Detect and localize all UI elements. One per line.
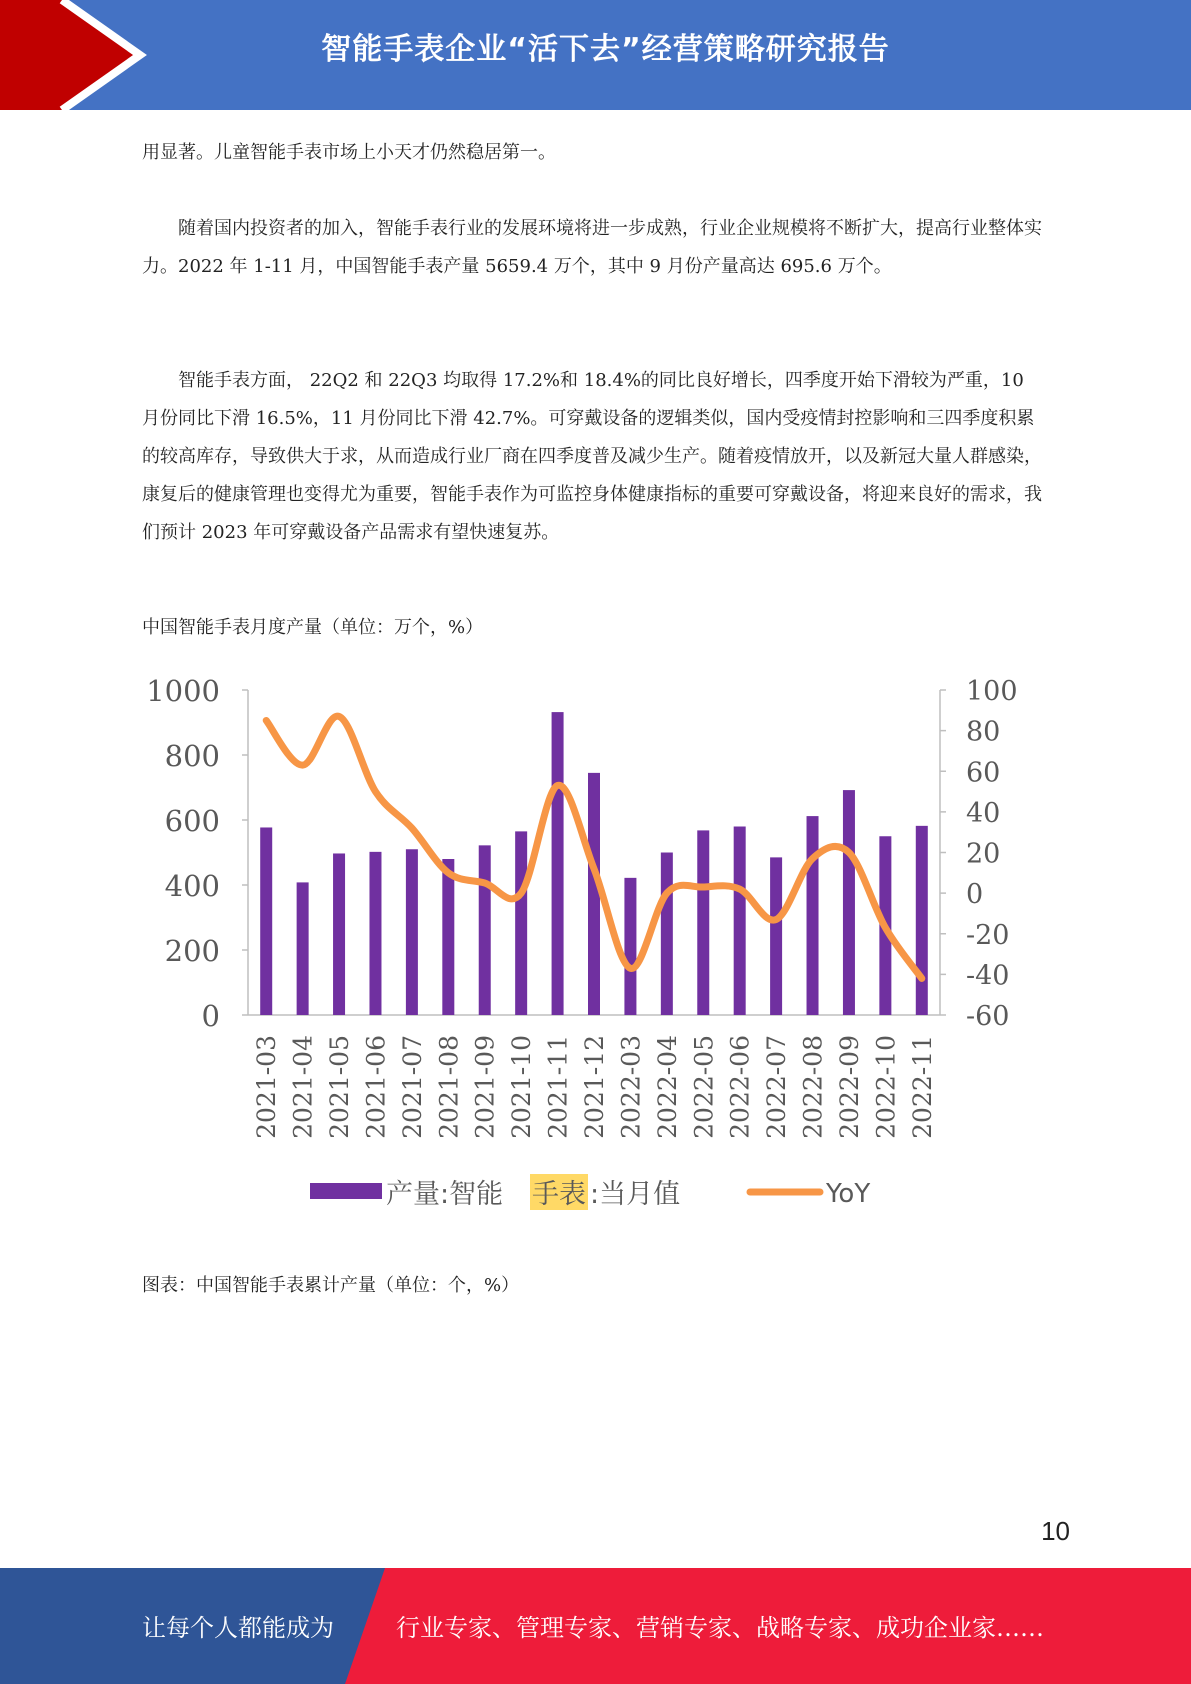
report-title: 智能手表企业“活下去”经营策略研究报告: [321, 32, 890, 67]
page-footer: [0, 1568, 1191, 1684]
chart2-caption: 图表：中国智能手表累计产量（单位：个，%）: [142, 1275, 520, 1296]
x-axis-tick-label: 2021-03: [252, 1035, 282, 1139]
x-axis-tick-label: 2022-03: [616, 1035, 646, 1139]
bar-production-2021-10: [515, 831, 527, 1015]
legend-bar-swatch: [310, 1183, 382, 1199]
left-axis-tick-label: 0: [201, 999, 220, 1033]
x-axis-tick-label: 2022-04: [652, 1035, 682, 1139]
x-axis-tick-label: 2021-11: [543, 1035, 573, 1139]
bar-production-2022-04: [661, 853, 673, 1016]
right-axis-tick-label: 100: [966, 676, 1018, 707]
legend-bar-label-highlight: 手表: [532, 1179, 586, 1210]
bar-production-2021-12: [588, 773, 600, 1015]
bar-production-2021-07: [406, 849, 418, 1015]
left-axis-tick-label: 200: [164, 934, 220, 968]
bar-production-2022-03: [624, 878, 636, 1015]
x-axis-tick-label: 2022-06: [725, 1035, 755, 1139]
x-axis-tick-label: 2021-04: [288, 1035, 318, 1139]
bar-production-2022-07: [770, 857, 782, 1015]
bar-production-2021-05: [333, 853, 345, 1015]
left-axis-tick-label: 400: [164, 869, 220, 903]
right-axis-tick-label: 60: [966, 757, 1001, 789]
bar-production-2022-06: [734, 827, 746, 1016]
x-axis-tick-label: 2022-05: [689, 1035, 719, 1139]
x-axis-tick-label: 2022-08: [798, 1035, 828, 1139]
bar-production-2021-11: [552, 712, 564, 1015]
x-axis-tick-label: 2021-09: [470, 1035, 500, 1139]
page-number: 10: [1041, 1516, 1070, 1546]
bar-production-2021-06: [369, 852, 381, 1015]
page-header: [0, 0, 1191, 110]
bar-production-2022-09: [843, 790, 855, 1015]
left-axis-tick-label: 1000: [146, 674, 220, 708]
x-axis-tick-label: 2021-10: [507, 1035, 537, 1139]
right-axis-tick-label: -40: [966, 960, 1010, 992]
right-axis-tick-label: 0: [966, 879, 984, 911]
x-axis-tick-label: 2022-07: [762, 1035, 792, 1139]
footer-slogan: 让每个人都能成为: [142, 1614, 334, 1642]
x-axis-tick-label: 2021-07: [397, 1035, 427, 1139]
right-axis-tick-label: 40: [966, 797, 1001, 829]
bar-production-2021-03: [260, 827, 272, 1015]
bar-production-2022-11: [916, 826, 928, 1015]
right-axis-tick-label: 80: [966, 716, 1001, 748]
footer-roles: 行业专家、管理专家、营销专家、战略专家、成功企业家……: [396, 1614, 1044, 1642]
legend-bar-label-prefix: 产量:智能: [386, 1179, 504, 1210]
legend-bar-label-suffix: :当月值: [590, 1179, 681, 1210]
bar-production-2022-08: [807, 816, 819, 1015]
x-axis-tick-label: 2021-06: [361, 1035, 391, 1139]
right-axis-tick-label: -60: [966, 1001, 1010, 1032]
x-axis-tick-label: 2022-10: [871, 1035, 901, 1139]
legend-line-label: YoY: [826, 1179, 871, 1209]
paragraph-2: 随着国内投资者的加入，智能手表行业的发展环境将进一步成熟，行业企业规模将不断扩大，提高行业整体实力。2022 年 1-11 月，中国智能手表产量 5659.4 万个，其中 9 月份产量高达 695.6 万个。: [142, 218, 1042, 277]
x-axis-tick-label: 2022-09: [834, 1035, 864, 1139]
bar-production-2022-05: [697, 830, 709, 1015]
left-axis-tick-label: 600: [164, 804, 220, 838]
monthly-production-chart: [140, 660, 1040, 1230]
left-axis-tick-label: 800: [164, 739, 220, 773]
bar-production-2021-04: [297, 882, 309, 1015]
right-axis-tick-label: 20: [966, 838, 1001, 870]
x-axis-tick-label: 2021-08: [434, 1035, 464, 1139]
bar-production-2021-08: [442, 859, 454, 1015]
right-axis-tick-label: -20: [966, 919, 1010, 951]
x-axis-tick-label: 2021-12: [580, 1035, 609, 1139]
bar-production-2021-09: [479, 845, 491, 1015]
paragraph-3: 智能手表方面， 22Q2 和 22Q3 均取得 17.2%和 18.4%的同比良好增长，四季度开始下滑较为严重，10 月份同比下滑 16.5%，11 月份同比下滑 42.7%。可穿戴设备的逻辑类似，国内受疫情封控影响和三四季度积累的较高库存，导致供大于求，从而造成行业厂商在四季度普及减少生产。随着疫情放开，以及新冠大量人群感染，康复后的健康管理也变得尤为重要，智能手表作为可监控身体健康指标的重要可穿戴设备，将迎来良好的需求，我们预计 2023 年可穿戴设备产品需求有望快速复苏。: [142, 370, 1042, 543]
chart-caption: 中国智能手表月度产量（单位：万个，%）: [142, 617, 484, 638]
x-axis-tick-label: 2022-11: [907, 1035, 937, 1139]
paragraph-1: 用显著。儿童智能手表市场上小天才仍然稳居第一。: [142, 142, 556, 163]
x-axis-tick-label: 2021-05: [325, 1035, 355, 1139]
